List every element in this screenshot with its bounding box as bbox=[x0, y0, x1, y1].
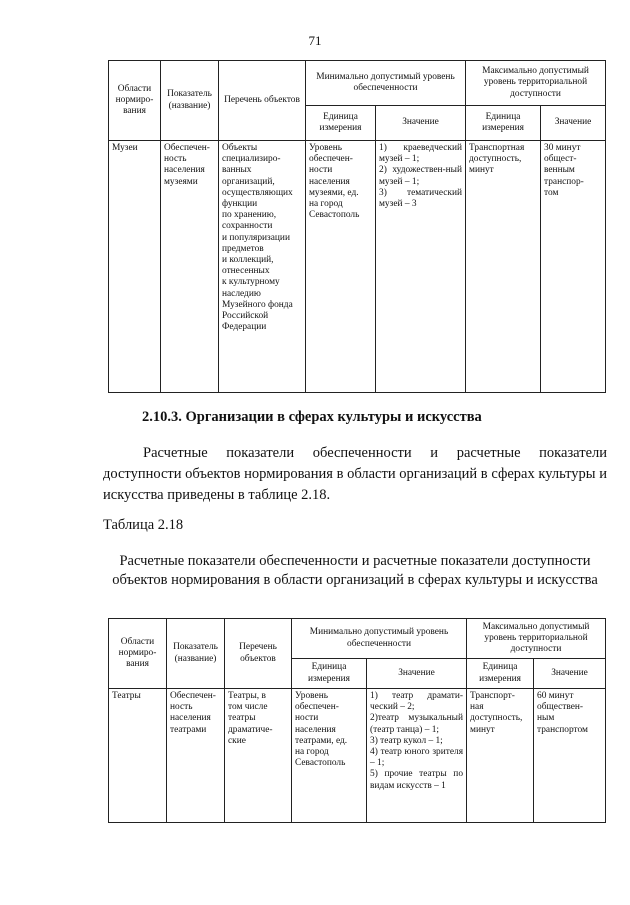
header-min-provision: Минимально допустимый уровень обеспеченности bbox=[292, 619, 467, 659]
cell-unit-2: Транспортная доступность, минут bbox=[466, 141, 541, 393]
header-value-1: Значение bbox=[376, 106, 466, 141]
header-unit-2: Единица измерения bbox=[467, 659, 534, 689]
page-number: 71 bbox=[308, 33, 322, 48]
table-label: Таблица 2.18 bbox=[103, 517, 184, 533]
header-value-2: Значение bbox=[541, 106, 606, 141]
cell-unit-1: Уровень обеспечен- ности населения театрами, ед. на город Севастополь bbox=[292, 689, 367, 823]
cell-value-1: 1) краеведческий музей – 1; 2) художествен-ный музей – 1; 3) тематический музей – 3 bbox=[376, 141, 466, 393]
cell-unit-2: Транспорт- ная доступность, минут bbox=[467, 689, 534, 823]
table-row bbox=[109, 141, 606, 393]
cell-value-2: 30 минут общест- венным транспор- том bbox=[541, 141, 606, 393]
header-max-access: Максимально допустимый уровень территориальной доступности bbox=[467, 619, 606, 659]
header-indicator: Показатель (название) bbox=[167, 619, 225, 689]
header-unit-1: Единица измерения bbox=[292, 659, 367, 689]
header-objects: Перечень объектов bbox=[219, 61, 306, 141]
cell-indicator: Обеспечен- ность населения музеями bbox=[161, 141, 219, 393]
cell-unit-1: Уровень обеспечен- ности населения музеями, ед. на город Севастополь bbox=[306, 141, 376, 393]
table-theatres bbox=[108, 618, 606, 823]
header-objects: Перечень объектов bbox=[225, 619, 292, 689]
header-area: Области нормиро-вания bbox=[109, 619, 167, 689]
cell-objects: Объекты специализиро- ванных организаций, осуществляющих функции по хранению, сохранности и популяризации предметов и коллекций, отнесенных к культурному наследию Музейного фонда Российской Федерации bbox=[219, 141, 306, 393]
cell-objects: Театры, в том числе театры драматиче- ские bbox=[225, 689, 292, 823]
header-min-provision: Минимально допустимый уровень обеспеченности bbox=[306, 61, 466, 106]
cell-value-1: 1) театр драмати-ческий – 2; 2)театр музыкальный (театр танца) – 1; 3) театр кукол – 1; 4) театр юного зрителя – 1; 5) прочие театры по видам искусств – 1 bbox=[367, 689, 467, 823]
section-title: 2.10.3. Организации в сферах культуры и искусства bbox=[142, 409, 482, 425]
header-max-access: Максимально допустимый уровень территориальной доступности bbox=[466, 61, 606, 106]
cell-indicator: Обеспечен- ность населения театрами bbox=[167, 689, 225, 823]
body-paragraph: Расчетные показатели обеспеченности и расчетные показатели доступности объектов нормирования в области организаций в сферах культуры и искусства приведены в таблице 2.18. bbox=[103, 445, 607, 503]
cell-value-2: 60 минут обществен- ным транспортом bbox=[534, 689, 606, 823]
header-value-1: Значение bbox=[367, 659, 467, 689]
header-area: Области нормиро-вания bbox=[109, 61, 161, 141]
header-unit-2: Единица измерения bbox=[466, 106, 541, 141]
header-unit-1: Единица измерения bbox=[306, 106, 376, 141]
header-indicator: Показатель (название) bbox=[161, 61, 219, 141]
cell-area: Музеи bbox=[109, 141, 161, 393]
cell-area: Театры bbox=[109, 689, 167, 823]
table-museums bbox=[108, 60, 606, 393]
table-row bbox=[109, 689, 606, 823]
table-caption: Расчетные показатели обеспеченности и расчетные показатели доступности объектов нормирования в области организаций в сферах культуры и искусства bbox=[112, 553, 598, 588]
header-value-2: Значение bbox=[534, 659, 606, 689]
